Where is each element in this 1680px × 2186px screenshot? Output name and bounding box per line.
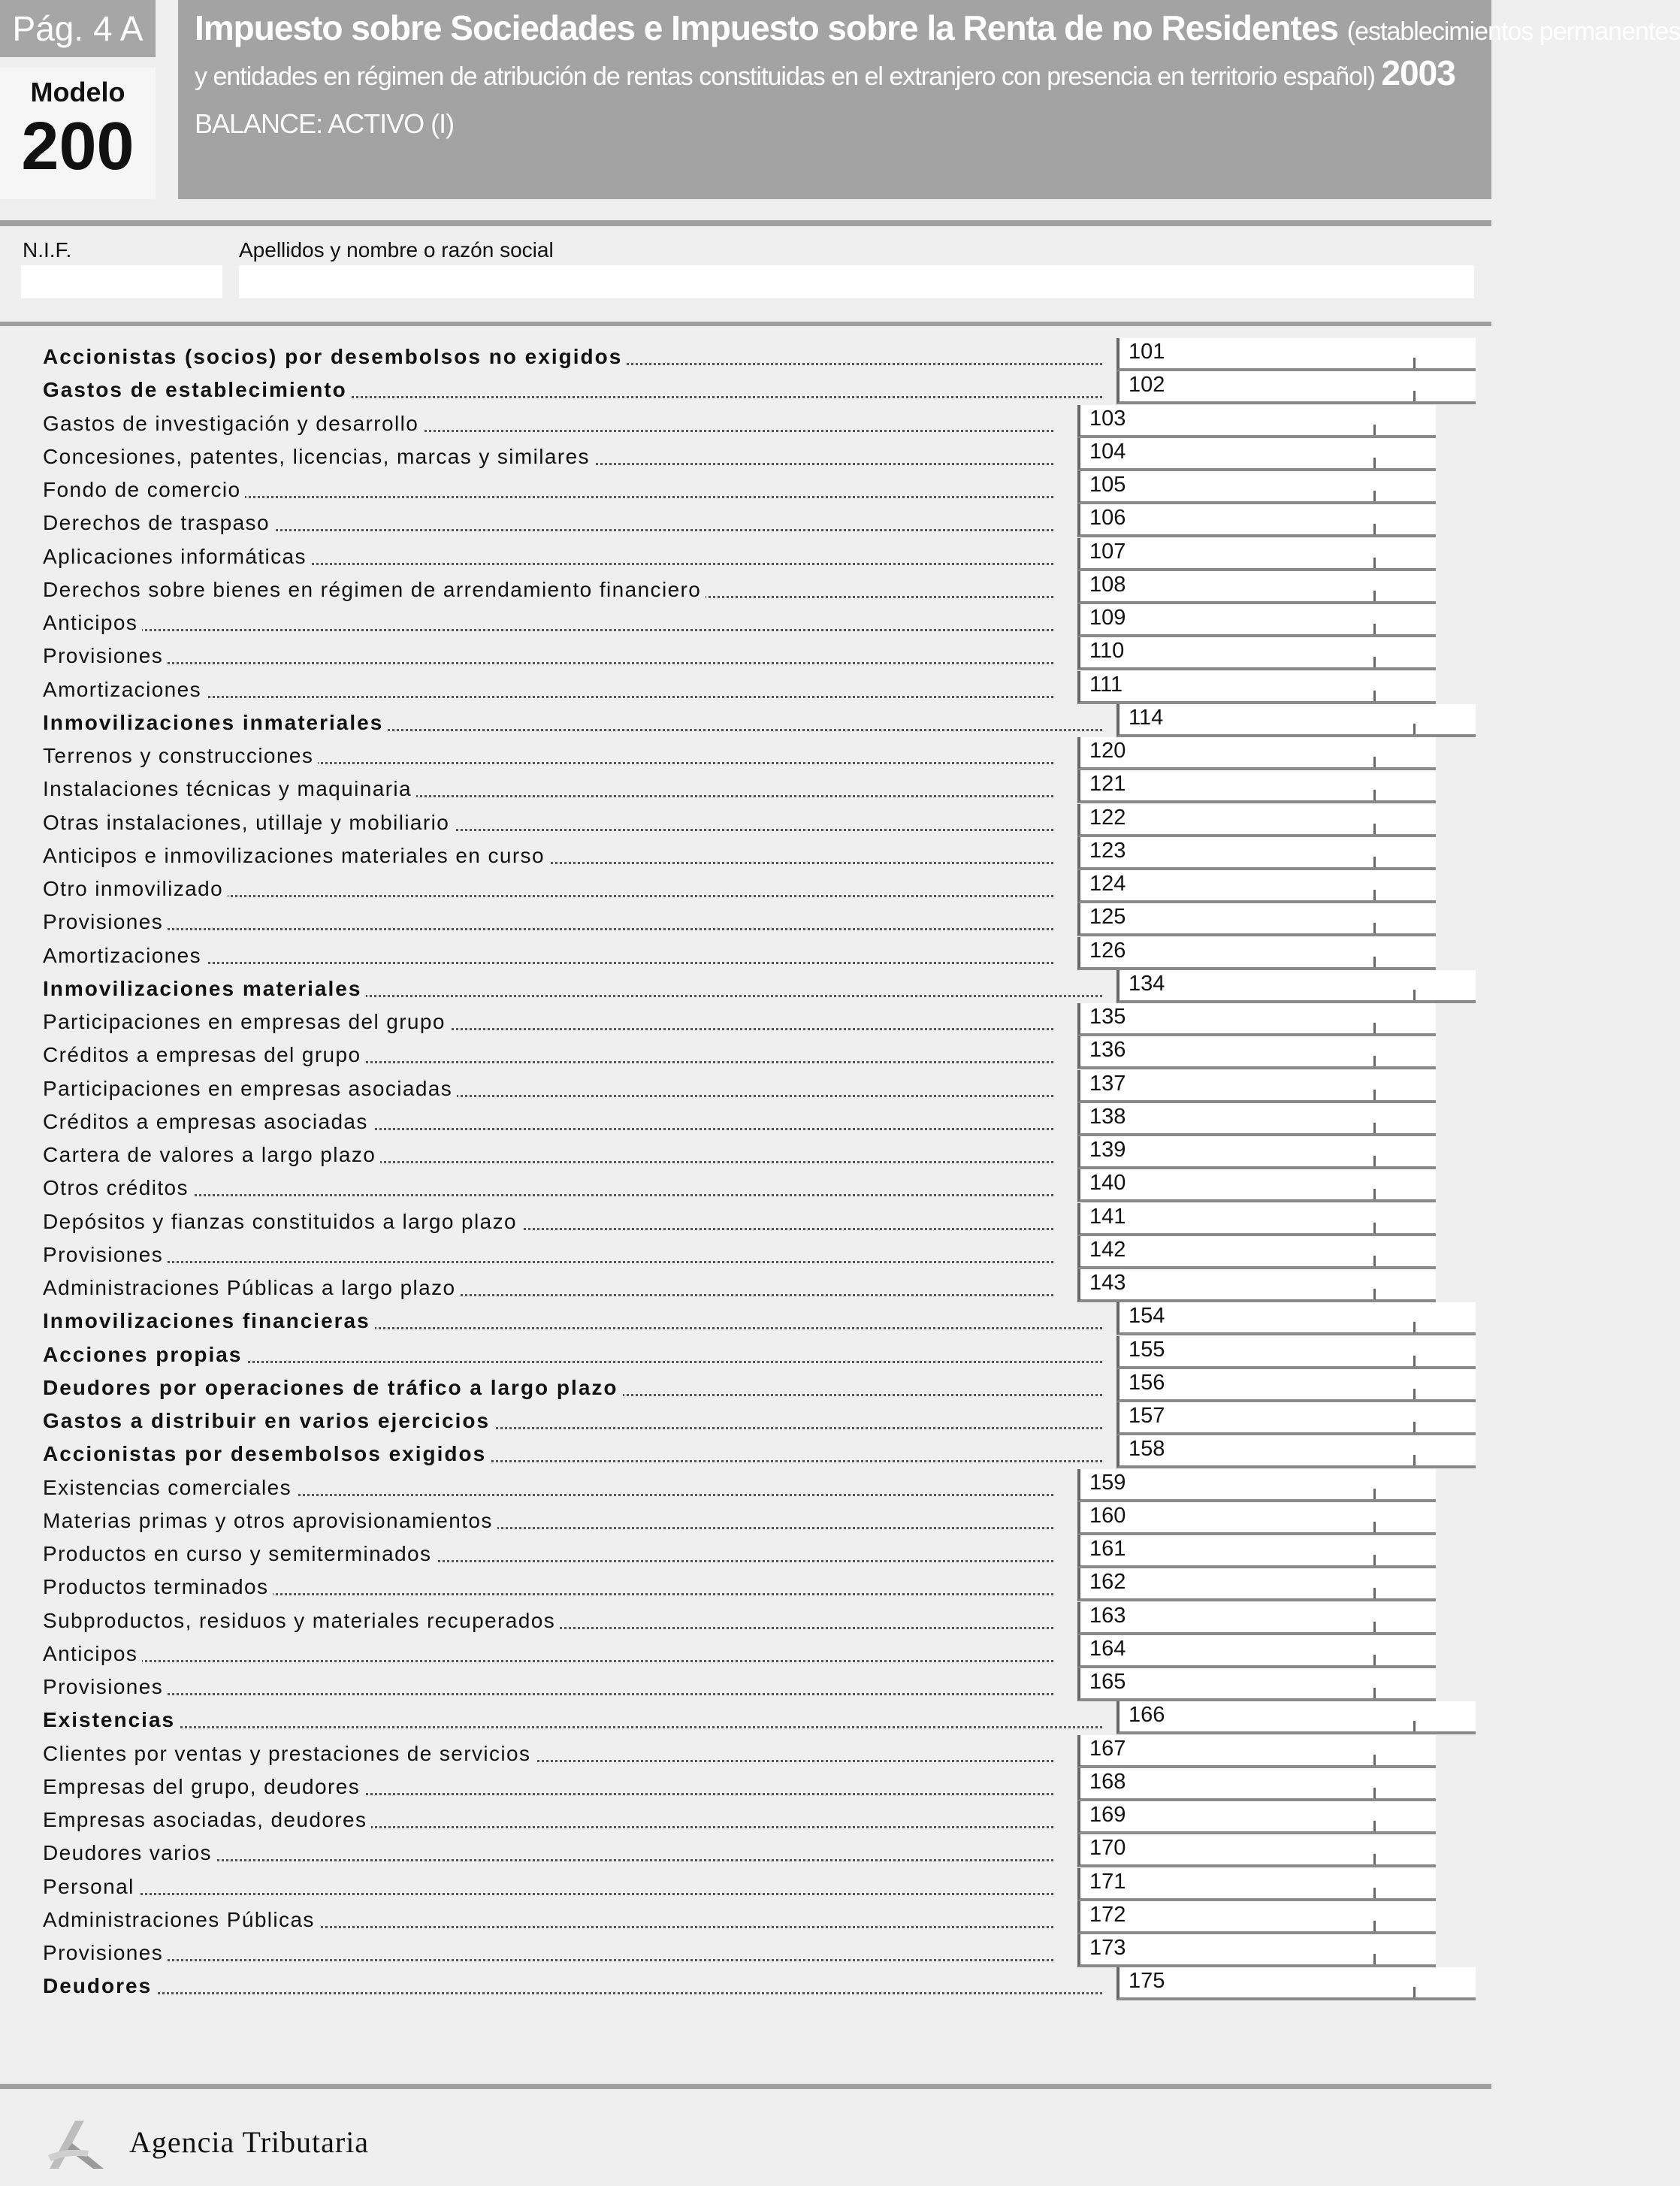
- form-year: 2003: [1381, 53, 1455, 92]
- form-row: [0, 1934, 1491, 1967]
- decimal-separator-tick: [1373, 1954, 1376, 1964]
- row-label: Otras instalaciones, utillaje y mobiliario: [43, 810, 454, 836]
- amount-field-158[interactable]: [1116, 1435, 1476, 1468]
- row-label: Accionistas por desembolsos exigidos: [43, 1441, 491, 1467]
- amount-field-160[interactable]: [1077, 1502, 1436, 1535]
- decimal-separator-tick: [1373, 425, 1376, 435]
- section-subtitle: BALANCE: ACTIVO (I): [195, 108, 455, 139]
- amount-field-121[interactable]: [1077, 770, 1436, 803]
- row-label: Fondo de comercio: [43, 477, 245, 503]
- box-code: 169: [1089, 1803, 1126, 1827]
- leader-dots: [45, 1660, 1053, 1662]
- decimal-separator-tick: [1373, 1156, 1376, 1166]
- form-row: [0, 1070, 1491, 1103]
- box-code: 114: [1129, 705, 1164, 730]
- amount-field-141[interactable]: [1077, 1203, 1436, 1236]
- leader-dots: [45, 928, 1053, 930]
- box-code: 172: [1089, 1902, 1126, 1927]
- row-label: Gastos de establecimiento: [43, 377, 352, 403]
- form-row: [0, 1036, 1491, 1069]
- box-code: 135: [1089, 1005, 1126, 1029]
- form-row: [0, 471, 1491, 504]
- form-row: [0, 571, 1491, 604]
- leader-dots: [45, 1693, 1053, 1695]
- amount-field-159[interactable]: [1077, 1469, 1436, 1502]
- amount-field-126[interactable]: [1077, 937, 1436, 970]
- box-code: 107: [1089, 539, 1126, 564]
- amount-field-168[interactable]: [1077, 1768, 1436, 1801]
- form-row: [0, 770, 1491, 803]
- box-code: 163: [1089, 1603, 1126, 1628]
- amount-field-124[interactable]: [1077, 870, 1436, 903]
- row-label: Gastos de investigación y desarrollo: [43, 411, 423, 437]
- page-number: Pág. 4 A: [0, 0, 156, 57]
- form-row: [0, 1901, 1491, 1934]
- form-row: [0, 538, 1491, 571]
- form-row: [0, 903, 1491, 936]
- row-label: Existencias comerciales: [43, 1475, 296, 1501]
- row-label: Provisiones: [43, 1242, 168, 1268]
- form-row: [0, 1602, 1491, 1635]
- box-code: 105: [1089, 473, 1126, 497]
- box-code: 123: [1089, 838, 1126, 863]
- box-code: 126: [1089, 938, 1126, 963]
- row-label: Existencias: [43, 1707, 180, 1733]
- decimal-separator-tick: [1373, 458, 1376, 468]
- box-code: 167: [1089, 1736, 1126, 1761]
- form-row: [0, 704, 1491, 737]
- agency-name: Agencia Tributaria: [129, 2125, 370, 2159]
- box-code: 103: [1089, 406, 1126, 431]
- form-row: [0, 1203, 1491, 1236]
- decimal-separator-tick: [1373, 1755, 1376, 1765]
- decimal-separator-tick: [1373, 1189, 1376, 1199]
- form-row: [0, 1635, 1491, 1668]
- decimal-separator-tick: [1373, 624, 1376, 634]
- form-row: [0, 504, 1491, 537]
- decimal-separator-tick: [1373, 524, 1376, 534]
- row-label: Inmovilizaciones financieras: [43, 1308, 375, 1334]
- decimal-separator-tick: [1373, 1090, 1376, 1100]
- form-row: [0, 1801, 1491, 1834]
- amount-field-142[interactable]: [1077, 1236, 1436, 1269]
- row-label: Participaciones en empresas del grupo: [43, 1009, 450, 1035]
- amount-field-171[interactable]: [1077, 1868, 1436, 1901]
- row-label: Administraciones Públicas: [43, 1907, 319, 1933]
- row-label: Depósitos y fianzas constituidos a largo plazo: [43, 1209, 521, 1235]
- row-label: Participaciones en empresas asociadas: [43, 1076, 457, 1102]
- leader-dots: [45, 1992, 1102, 1994]
- decimal-separator-tick: [1373, 1023, 1376, 1033]
- form-row: [0, 1003, 1491, 1036]
- leader-dots: [45, 1261, 1053, 1263]
- form-row: [0, 1369, 1491, 1402]
- decimal-separator-tick: [1373, 1123, 1376, 1133]
- decimal-separator-tick: [1373, 491, 1376, 501]
- box-code: 142: [1089, 1237, 1126, 1262]
- decimal-separator-tick: [1373, 1921, 1376, 1931]
- box-code: 124: [1089, 872, 1126, 896]
- amount-field-111[interactable]: [1077, 671, 1436, 704]
- row-label: Productos en curso y semiterminados: [43, 1541, 436, 1567]
- box-code: 168: [1089, 1769, 1126, 1794]
- decimal-separator-tick: [1373, 957, 1376, 967]
- decimal-separator-tick: [1413, 358, 1416, 368]
- title-main: Impuesto sobre Sociedades e Impuesto sobre la Renta de no Residentes: [195, 8, 1338, 47]
- amount-field-137[interactable]: [1077, 1070, 1436, 1103]
- box-code: 120: [1089, 739, 1126, 763]
- row-label: Derechos sobre bienes en régimen de arrendamiento financiero: [43, 577, 706, 603]
- box-code: 157: [1129, 1404, 1165, 1428]
- form-row: [0, 438, 1491, 471]
- box-code: 143: [1089, 1271, 1126, 1295]
- decimal-separator-tick: [1413, 1721, 1416, 1731]
- amount-field-163[interactable]: [1077, 1602, 1436, 1635]
- box-code: 122: [1089, 805, 1126, 830]
- amount-field-103[interactable]: [1077, 405, 1436, 438]
- box-code: 104: [1089, 439, 1126, 464]
- form-row: [0, 870, 1491, 903]
- form-row: [0, 1701, 1491, 1734]
- leader-dots: [45, 1959, 1053, 1961]
- decimal-separator-tick: [1373, 591, 1376, 601]
- form-row: [0, 1469, 1491, 1502]
- decimal-separator-tick: [1413, 1455, 1416, 1465]
- form-row: [0, 637, 1491, 670]
- form-row: [0, 1302, 1491, 1335]
- row-label: Inmovilizaciones inmateriales: [43, 710, 388, 736]
- decimal-separator-tick: [1373, 857, 1376, 867]
- amount-field-109[interactable]: [1077, 604, 1436, 637]
- leader-dots: [45, 1893, 1053, 1895]
- box-code: 134: [1129, 971, 1165, 996]
- decimal-separator-tick: [1373, 1788, 1376, 1798]
- box-code: 156: [1129, 1370, 1165, 1395]
- decimal-separator-tick: [1373, 657, 1376, 667]
- amount-field-122[interactable]: [1077, 804, 1436, 837]
- amount-field-173[interactable]: [1077, 1934, 1436, 1967]
- modelo-label: Modelo: [30, 77, 125, 107]
- box-code: 138: [1089, 1104, 1126, 1129]
- form-row: [0, 338, 1491, 371]
- form-row: [0, 837, 1491, 870]
- box-code: 171: [1089, 1869, 1126, 1894]
- box-code: 101: [1129, 340, 1165, 364]
- box-code: 106: [1089, 506, 1126, 531]
- form-row: [0, 937, 1491, 970]
- box-code: 136: [1089, 1038, 1126, 1063]
- row-label: Instalaciones técnicas y maquinaria: [43, 776, 416, 802]
- form-row: [0, 1169, 1491, 1202]
- box-code: 162: [1089, 1570, 1126, 1595]
- row-label: Otro inmovilizado: [43, 876, 228, 902]
- form-row: [0, 604, 1491, 637]
- title-line2-text: y entidades en régimen de atribución de rentas constituidas en el extranjero con presencia en territorio español): [195, 62, 1375, 91]
- decimal-separator-tick: [1373, 1588, 1376, 1598]
- footer-divider: [0, 2084, 1491, 2089]
- amount-field-134[interactable]: [1116, 970, 1476, 1003]
- amount-field-105[interactable]: [1077, 471, 1436, 504]
- row-label: Provisiones: [43, 909, 168, 935]
- box-code: 175: [1129, 1969, 1165, 1994]
- decimal-separator-tick: [1413, 391, 1416, 401]
- form-row: [0, 405, 1491, 438]
- decimal-separator-tick: [1413, 1422, 1416, 1432]
- form-row: [0, 1735, 1491, 1768]
- row-label: Deudores: [43, 1973, 156, 1999]
- box-code: 155: [1129, 1337, 1165, 1362]
- amount-field-106[interactable]: [1077, 504, 1436, 537]
- row-label: Productos terminados: [43, 1574, 273, 1600]
- form-row: [0, 970, 1491, 1003]
- leader-dots: [45, 662, 1053, 664]
- amount-field-170[interactable]: [1077, 1834, 1436, 1867]
- row-label: Empresas asociadas, deudores: [43, 1807, 371, 1833]
- amount-field-156[interactable]: [1116, 1369, 1476, 1402]
- box-code: 137: [1089, 1071, 1126, 1096]
- form-row: [0, 1834, 1491, 1867]
- row-label: Empresas del grupo, deudores: [43, 1774, 364, 1800]
- amount-field-161[interactable]: [1077, 1535, 1436, 1568]
- row-label: Provisiones: [43, 1674, 168, 1700]
- amount-field-139[interactable]: [1077, 1136, 1436, 1169]
- amount-field-162[interactable]: [1077, 1568, 1436, 1601]
- agencia-tributaria-logo-icon: [42, 2116, 108, 2170]
- decimal-separator-tick: [1373, 1622, 1376, 1632]
- row-label: Anticipos: [43, 610, 142, 636]
- box-code: 160: [1089, 1503, 1126, 1528]
- amount-field-125[interactable]: [1077, 903, 1436, 936]
- decimal-separator-tick: [1373, 1688, 1376, 1698]
- row-label: Clientes por ventas y prestaciones de servicios: [43, 1741, 535, 1767]
- amount-field-110[interactable]: [1077, 637, 1436, 670]
- name-label: Apellidos y nombre o razón social: [239, 238, 554, 262]
- box-code: 139: [1089, 1138, 1126, 1162]
- decimal-separator-tick: [1373, 1489, 1376, 1499]
- leader-dots: [45, 629, 1053, 631]
- form-row: [0, 1269, 1491, 1302]
- form-row: [0, 1136, 1491, 1169]
- row-label: Deudores por operaciones de tráfico a largo plazo: [43, 1375, 623, 1401]
- row-label: Subproductos, residuos y materiales recuperados: [43, 1608, 560, 1634]
- decimal-separator-tick: [1373, 790, 1376, 800]
- box-code: 140: [1089, 1171, 1126, 1196]
- box-code: 158: [1129, 1437, 1165, 1462]
- row-label: Derechos de traspaso: [43, 510, 274, 536]
- row-label: Administraciones Públicas a largo plazo: [43, 1275, 461, 1301]
- form-row: [0, 1435, 1491, 1468]
- decimal-separator-tick: [1413, 1389, 1416, 1399]
- amount-field-114[interactable]: [1116, 704, 1476, 737]
- row-label: Gastos a distribuir en varios ejercicios: [43, 1408, 494, 1434]
- box-code: 159: [1089, 1470, 1126, 1495]
- box-code: 109: [1089, 606, 1126, 630]
- amount-field-107[interactable]: [1077, 538, 1436, 571]
- amount-field-165[interactable]: [1077, 1668, 1436, 1701]
- modelo-number: 200: [21, 109, 134, 184]
- decimal-separator-tick: [1373, 691, 1376, 701]
- amount-field-108[interactable]: [1077, 571, 1436, 604]
- box-code: 173: [1089, 1936, 1126, 1960]
- box-code: 154: [1129, 1304, 1165, 1329]
- nif-label: N.I.F.: [23, 238, 72, 262]
- amount-field-138[interactable]: [1077, 1103, 1436, 1136]
- form-row: [0, 1103, 1491, 1136]
- form-row: [0, 1336, 1491, 1369]
- row-label: Créditos a empresas del grupo: [43, 1042, 365, 1068]
- form-row: [0, 1868, 1491, 1901]
- amount-field-164[interactable]: [1077, 1635, 1436, 1668]
- decimal-separator-tick: [1413, 1322, 1416, 1332]
- amount-field-123[interactable]: [1077, 837, 1436, 870]
- amount-field-175[interactable]: [1116, 1967, 1476, 2000]
- decimal-separator-tick: [1373, 1056, 1376, 1066]
- amount-field-143[interactable]: [1077, 1269, 1436, 1302]
- form-row: [0, 1668, 1491, 1701]
- decimal-separator-tick: [1413, 724, 1416, 734]
- box-code: 110: [1089, 639, 1125, 664]
- form-row: [0, 1402, 1491, 1435]
- form-row: [0, 671, 1491, 704]
- amount-field-120[interactable]: [1077, 737, 1436, 770]
- box-code: 121: [1089, 772, 1126, 797]
- decimal-separator-tick: [1413, 990, 1416, 1000]
- row-label: Inmovilizaciones materiales: [43, 976, 366, 1002]
- form-row: [0, 737, 1491, 770]
- box-code: 108: [1089, 572, 1126, 597]
- row-label: Aplicaciones informáticas: [43, 544, 311, 570]
- amount-field-140[interactable]: [1077, 1169, 1436, 1202]
- row-label: Anticipos: [43, 1641, 142, 1667]
- form-row: [0, 1502, 1491, 1535]
- box-code: 125: [1089, 905, 1126, 930]
- decimal-separator-tick: [1373, 558, 1376, 568]
- row-label: Deudores varios: [43, 1840, 216, 1866]
- decimal-separator-tick: [1373, 757, 1376, 767]
- leader-dots: [45, 1726, 1102, 1728]
- row-label: Materias primas y otros aprovisionamientos: [43, 1508, 497, 1534]
- decimal-separator-tick: [1373, 824, 1376, 834]
- row-label: Otros créditos: [43, 1175, 193, 1201]
- box-code: 170: [1089, 1836, 1126, 1861]
- amount-field-101[interactable]: [1116, 338, 1476, 371]
- box-code: 141: [1089, 1204, 1126, 1229]
- row-label: Créditos a empresas asociadas: [43, 1109, 373, 1135]
- decimal-separator-tick: [1373, 1522, 1376, 1532]
- leader-dots: [45, 1194, 1053, 1196]
- row-label: Amortizaciones: [43, 677, 206, 703]
- amount-field-102[interactable]: [1116, 371, 1476, 404]
- decimal-separator-tick: [1413, 1356, 1416, 1366]
- box-code: 102: [1129, 373, 1165, 398]
- form-row: [0, 371, 1491, 404]
- decimal-separator-tick: [1373, 1655, 1376, 1665]
- amount-field-135[interactable]: [1077, 1003, 1436, 1036]
- row-label: Terrenos y construcciones: [43, 743, 318, 769]
- decimal-separator-tick: [1373, 1555, 1376, 1565]
- decimal-separator-tick: [1373, 1289, 1376, 1299]
- row-label: Provisiones: [43, 643, 168, 669]
- amount-field-136[interactable]: [1077, 1036, 1436, 1069]
- decimal-separator-tick: [1373, 1223, 1376, 1233]
- amount-field-166[interactable]: [1116, 1701, 1476, 1734]
- row-label: Cartera de valores a largo plazo: [43, 1142, 380, 1168]
- decimal-separator-tick: [1373, 1888, 1376, 1898]
- amount-field-167[interactable]: [1077, 1735, 1436, 1768]
- amount-field-169[interactable]: [1077, 1801, 1436, 1834]
- row-label: Accionistas (socios) por desembolsos no exigidos: [43, 344, 627, 370]
- amount-field-154[interactable]: [1116, 1302, 1476, 1335]
- amount-field-172[interactable]: [1077, 1901, 1436, 1934]
- box-code: 161: [1089, 1537, 1126, 1561]
- amount-field-157[interactable]: [1116, 1402, 1476, 1435]
- box-code: 164: [1089, 1636, 1126, 1661]
- decimal-separator-tick: [1373, 923, 1376, 933]
- title-paren: (establecimientos permanentes: [1346, 17, 1680, 46]
- decimal-separator-tick: [1373, 890, 1376, 900]
- form-row: [0, 1236, 1491, 1269]
- form-row: [0, 1967, 1491, 2000]
- row-label: Acciones propias: [43, 1342, 246, 1368]
- decimal-separator-tick: [1413, 1987, 1416, 1997]
- form-row: [0, 1568, 1491, 1601]
- decimal-separator-tick: [1373, 1256, 1376, 1266]
- box-code: 166: [1129, 1703, 1165, 1728]
- decimal-separator-tick: [1373, 1854, 1376, 1864]
- form-row: [0, 1535, 1491, 1568]
- row-label: Concesiones, patentes, licencias, marcas y similares: [43, 444, 594, 470]
- amount-field-155[interactable]: [1116, 1336, 1476, 1369]
- row-label: Amortizaciones: [43, 943, 206, 969]
- box-code: 111: [1089, 672, 1123, 697]
- row-label: Provisiones: [43, 1940, 168, 1966]
- form-row: [0, 1768, 1491, 1801]
- box-code: 165: [1089, 1670, 1126, 1694]
- row-label: Personal: [43, 1874, 139, 1900]
- row-label: Anticipos e inmovilizaciones materiales en curso: [43, 843, 549, 869]
- amount-field-104[interactable]: [1077, 438, 1436, 471]
- decimal-separator-tick: [1373, 1821, 1376, 1831]
- form-row: [0, 804, 1491, 837]
